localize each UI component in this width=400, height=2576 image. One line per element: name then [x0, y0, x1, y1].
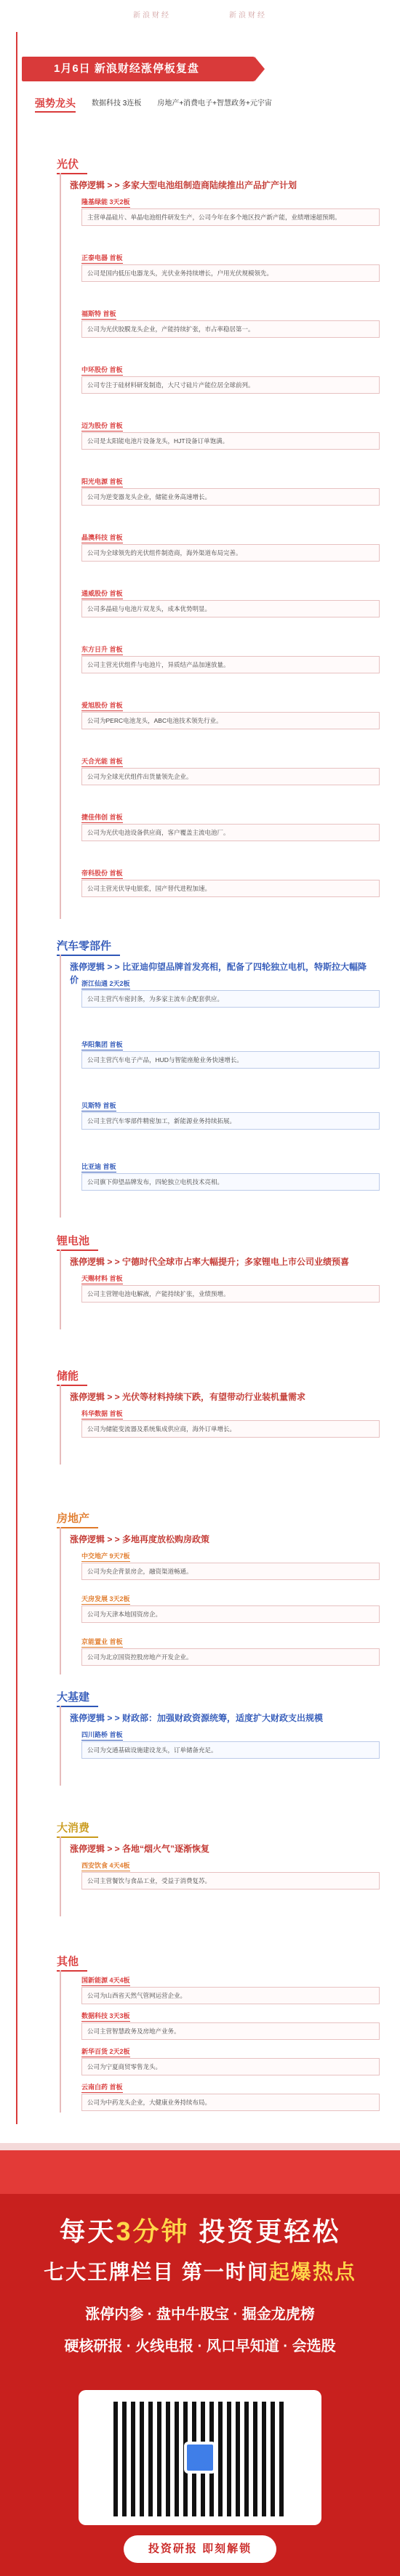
stock-name: 京能置业 首板 — [81, 1637, 123, 1648]
stock-name: 帝科股份 首板 — [81, 869, 123, 879]
stock-name: 隆基绿能 3天2板 — [81, 198, 130, 208]
footer-line-1: 涨停内参 · 盘中牛股宝 · 掘金龙虎榜 — [85, 2306, 315, 2322]
stock-name: 西安饮食 4天4板 — [81, 1861, 130, 1871]
stock-desc-card: 公司旗下仰望品牌发布，四轮独立电机技术亮相。 — [81, 1173, 380, 1191]
stock-desc-card: 公司主营锂电池电解液，产能持续扩张，业绩预增。 — [81, 1285, 380, 1303]
stock-desc-card: 公司为逆变器龙头企业，储能业务高速增长。 — [81, 488, 380, 506]
stock-desc-card: 公司为央企背景房企，融资渠道畅通。 — [81, 1563, 380, 1580]
stock-name: 通威股份 首板 — [81, 589, 123, 599]
footer-sub-highlight: 起爆热点 — [268, 2261, 356, 2283]
promo-footer — [0, 2150, 400, 2576]
stock-desc-card: 公司为交通基础设施建设龙头，订单储备充足。 — [81, 1741, 380, 1759]
stock-name: 科华数据 首板 — [81, 1409, 123, 1419]
section-logic: 涨停逻辑 > > 财政部：加强财政资源统筹，适度扩大财政支出规模 — [70, 1713, 324, 1723]
section-title: 其他 — [57, 1954, 87, 1972]
section-connector — [60, 1385, 61, 1465]
timeline-line — [16, 32, 17, 2124]
stock-desc-card: 公司为天津本地国资房企。 — [81, 1605, 380, 1623]
stock-desc-card: 公司主营餐饮与食品工业，受益于消费复苏。 — [81, 1872, 380, 1890]
stock-desc-card: 公司主营汽车电子产品，HUD与智能座舱业务快速增长。 — [81, 1051, 380, 1069]
unlock-report-button[interactable]: 投资研报 即刻解锁 — [124, 2535, 276, 2563]
footer-slogan — [0, 2213, 400, 2251]
section-title: 汽车零部件 — [57, 939, 120, 956]
stock-name: 天赐材料 首板 — [81, 1274, 123, 1284]
section-title: 房地产 — [57, 1511, 98, 1528]
stock-desc-card: 公司为山西省天然气管网运营企业。 — [81, 1987, 380, 2004]
section-logic: 涨停逻辑 > > 光伏等材料持续下跌，有望带动行业装机量需求 — [70, 1392, 306, 1402]
stock-desc-card: 主营单晶硅片、单晶电池组件研发生产，公司今年在多个地区投产新产能，业绩增速超预期。 — [81, 208, 380, 226]
section-logic: 涨停逻辑 > > 比亚迪仰望品牌首发亮相，配备了四轮独立电机，特斯拉大幅降价 — [70, 962, 367, 985]
root-title: 强势龙头 — [35, 96, 76, 113]
stock-desc-card: 公司专注于硅材料研发制造，大尺寸硅片产能位居全球前列。 — [81, 376, 380, 394]
footer-line-2: 硬核研报 · 火线电报 · 风口早知道 · 会选股 — [64, 2338, 336, 2354]
watermark-right: 新浪财经 — [229, 11, 267, 20]
stock-name: 四川路桥 首板 — [81, 1730, 123, 1741]
stock-desc-card: 公司为储能变流器及系统集成供应商，海外订单增长。 — [81, 1420, 380, 1438]
stock-name: 迈为股份 首板 — [81, 421, 123, 432]
stock-name: 华阳集团 首板 — [81, 1040, 123, 1050]
stock-desc-card: 公司主营智慧政务及房地产业务。 — [81, 2022, 380, 2040]
stock-desc-card: 公司主营汽车密封条，为多家主流车企配套供应。 — [81, 990, 380, 1008]
stock-name: 数据科技 3天3板 — [81, 2012, 130, 2022]
root-tag-2: 房地产+消费电子+智慧政务+元宇宙 — [157, 100, 272, 108]
stock-name: 爱旭股份 首板 — [81, 701, 123, 711]
stock-desc-card: 公司是太阳能电池片设备龙头，HJT设备订单饱满。 — [81, 432, 380, 450]
stock-desc-card: 公司主营汽车零部件精密加工，新能源业务持续拓展。 — [81, 1112, 380, 1130]
section-logic: 涨停逻辑 > > 宁德时代全球市占率大幅提升；多家锂电上市公司业绩预喜 — [70, 1257, 350, 1267]
section-title: 大基建 — [57, 1690, 98, 1707]
section-logic: 涨停逻辑 > > 多家大型电池组制造商陆续推出产品扩产计划 — [70, 180, 297, 190]
qr-logo-icon — [184, 2442, 216, 2474]
stock-name: 云南白药 首板 — [81, 2083, 123, 2093]
section-connector — [60, 955, 61, 1218]
date-banner: 1月6日 新浪财经涨停板复盘 — [22, 57, 255, 81]
footer-subtitle — [0, 2258, 400, 2288]
stock-name: 天房发展 3天2板 — [81, 1595, 130, 1605]
section-logic: 涨停逻辑 > > 多地再度放松购房政策 — [70, 1534, 210, 1544]
stock-name: 新华百货 2天2板 — [81, 2047, 130, 2057]
stock-name: 福斯特 首板 — [81, 309, 116, 320]
section-connector — [60, 1706, 61, 1786]
root-tag-1: 数据科技 3连板 — [92, 100, 142, 108]
root-row — [35, 96, 272, 113]
section-title: 大消费 — [57, 1820, 98, 1838]
stock-name: 东方日升 首板 — [81, 645, 123, 655]
footer-slogan-b: 投资更轻松 — [189, 2216, 341, 2246]
stock-desc-card: 公司为全球光伏组件出货量领先企业。 — [81, 768, 380, 785]
section-connector — [60, 1249, 61, 1329]
stock-desc-card: 公司主营光伏组件与电池片，异质结产品加速放量。 — [81, 656, 380, 673]
section-connector — [60, 1970, 61, 2113]
stock-name: 天合光能 首板 — [81, 757, 123, 767]
stock-desc-card: 公司为宁夏商贸零售龙头。 — [81, 2058, 380, 2075]
stock-name: 中交地产 9天7板 — [81, 1552, 130, 1562]
stock-name: 比亚迪 首板 — [81, 1162, 116, 1172]
stock-name: 贝斯特 首板 — [81, 1101, 116, 1111]
stock-desc-card: 公司为光伏胶膜龙头企业，产能持续扩张，市占率稳居第一。 — [81, 320, 380, 338]
stock-name: 正泰电器 首板 — [81, 254, 123, 264]
footer-slogan-a: 每天 — [59, 2216, 116, 2246]
footer-ribbon — [0, 2150, 400, 2194]
stock-name: 晶澳科技 首板 — [81, 533, 123, 543]
watermark-left: 新浪财经 — [133, 11, 171, 20]
stock-desc-card: 公司为PERC电池龙头，ABC电池技术领先行业。 — [81, 712, 380, 729]
watermark-bar — [0, 0, 400, 32]
stock-desc-card: 公司为光伏电池设备供应商，客户覆盖主流电池厂。 — [81, 824, 380, 841]
stock-desc-card: 公司为中药龙头企业，大健康业务持续布局。 — [81, 2094, 380, 2111]
stock-name: 国新能源 4天4板 — [81, 1976, 130, 1986]
stock-desc-card: 公司多晶硅与电池片双龙头，成本优势明显。 — [81, 600, 380, 617]
footer-slogan-highlight: 3分钟 — [116, 2216, 190, 2246]
section-connector — [60, 173, 61, 919]
section-connector — [60, 1527, 61, 1674]
section-connector — [60, 1836, 61, 1916]
stock-name: 浙江仙通 2天2板 — [81, 979, 130, 989]
stock-desc-card: 公司主营光伏导电银浆，国产替代进程加速。 — [81, 880, 380, 897]
stock-name: 中环股份 首板 — [81, 365, 123, 376]
footer-sub-a: 七大王牌栏目 第一时间 — [44, 2261, 269, 2283]
stock-desc-card: 公司为北京国资控股房地产开发企业。 — [81, 1648, 380, 1666]
section-logic: 涨停逻辑 > > 各地“烟火气”逐渐恢复 — [70, 1844, 210, 1854]
section-title: 光伏 — [57, 157, 87, 174]
stock-desc-card: 公司为全球领先的光伏组件制造商，海外渠道布局完善。 — [81, 544, 380, 562]
stock-desc-card: 公司是国内低压电器龙头，光伏业务持续增长，户用光伏规模领先。 — [81, 264, 380, 282]
stock-name: 捷佳伟创 首板 — [81, 813, 123, 823]
section-title: 锂电池 — [57, 1234, 98, 1251]
stock-name: 阳光电源 首板 — [81, 477, 123, 487]
section-title: 储能 — [57, 1369, 87, 1386]
